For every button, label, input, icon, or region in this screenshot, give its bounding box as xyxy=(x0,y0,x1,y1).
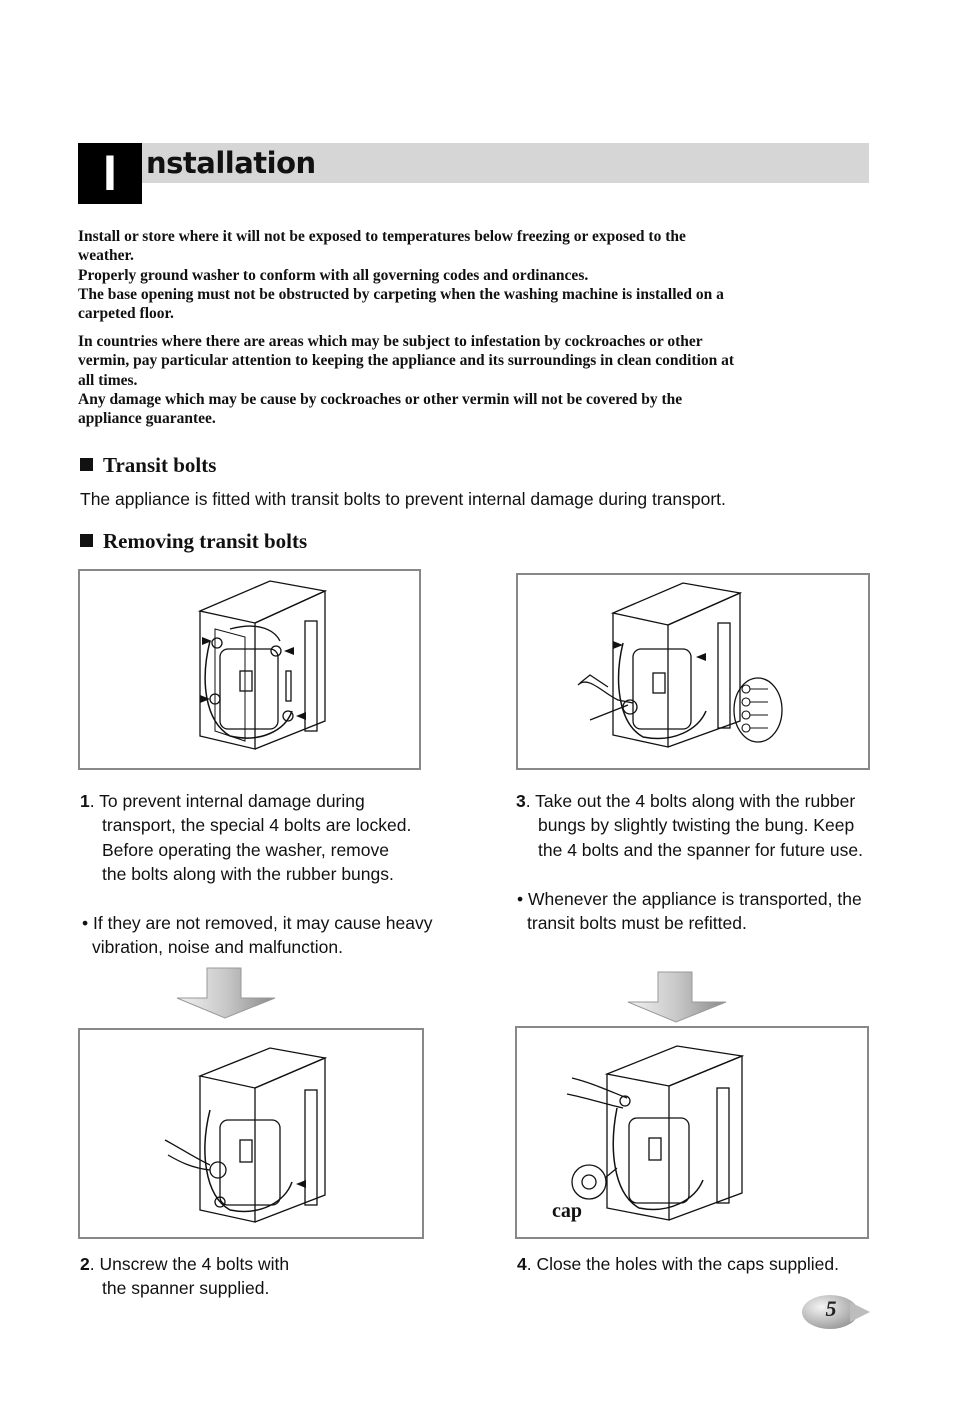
bullet-icon: • xyxy=(517,889,524,909)
step-number: 1 xyxy=(80,791,90,811)
intro-line: Install or store where it will not be exposed to temperatures below freezing or exposed to the xyxy=(78,228,686,245)
section-heading-text: Transit bolts xyxy=(103,453,217,477)
down-arrow-icon xyxy=(626,970,728,1024)
cap-label: cap xyxy=(552,1200,582,1222)
step-line: Take out the 4 bolts along with the rubber xyxy=(535,791,856,811)
step-line: To prevent internal damage during xyxy=(99,791,365,811)
bullet-icon: • xyxy=(82,913,89,933)
title-initial: I xyxy=(78,143,142,204)
step-1: 1. To prevent internal damage during transport, the special 4 bolts are locked. Before operating the washer, remove the bolts along with the rubber bungs. xyxy=(80,789,460,886)
intro-line: weather. xyxy=(78,247,134,265)
square-bullet-icon xyxy=(80,534,93,547)
illustration-step-4 xyxy=(515,1026,869,1239)
step-number: 3 xyxy=(516,791,526,811)
step-line: Close the holes with the caps supplied. xyxy=(536,1254,840,1274)
step-line: bungs by slightly twisting the bung. Keep xyxy=(538,815,855,836)
intro-line: In countries where there are areas which may be subject to infestation by cockroaches or other xyxy=(78,333,703,350)
note-line: If they are not removed, it may cause heavy xyxy=(93,913,433,933)
step-number: 2 xyxy=(80,1254,90,1274)
note-2 xyxy=(517,887,862,936)
intro-line: Any damage which may be cause by cockroaches or other vermin will not be covered by the xyxy=(78,390,683,408)
intro-line: Properly ground washer to conform with all governing codes and ordinances. xyxy=(78,266,589,284)
intro-line: appliance guarantee. xyxy=(78,410,216,428)
intro-line: all times. xyxy=(78,371,138,389)
note-line: Whenever the appliance is transported, the xyxy=(528,889,862,909)
step-line: the spanner supplied. xyxy=(102,1278,270,1299)
intro-paragraph-1 xyxy=(78,227,868,323)
down-arrow-icon xyxy=(175,966,277,1020)
washer-unscrew-icon xyxy=(80,1030,422,1237)
note-1 xyxy=(82,911,433,960)
step-4: 4. Close the holes with the caps supplied. xyxy=(517,1254,840,1274)
step-line: transport, the special 4 bolts are locked. xyxy=(102,815,412,836)
step-line: the 4 bolts and the spanner for future use. xyxy=(538,839,863,860)
intro-paragraph-2 xyxy=(78,332,868,428)
illustration-step-2 xyxy=(78,1028,424,1239)
intro-line: vermin, pay particular attention to keeping the appliance and its surroundings in clean condition at xyxy=(78,352,735,370)
washer-bolts-arrows-icon xyxy=(80,571,419,768)
step-line: Before operating the washer, remove xyxy=(102,839,389,860)
intro-line: The base opening must not be obstructed by carpeting when the washing machine is installed on a xyxy=(78,285,724,303)
square-bullet-icon xyxy=(80,458,93,471)
note-line: transit bolts must be refitted. xyxy=(527,913,747,934)
section-heading-transit-bolts xyxy=(80,452,216,478)
illustration-step-3 xyxy=(516,573,870,770)
intro-line: carpeted floor. xyxy=(78,305,174,323)
step-number: 4 xyxy=(517,1254,527,1274)
page-title: nstallation xyxy=(146,146,316,180)
step-line: Unscrew the 4 bolts with xyxy=(99,1254,290,1274)
section-heading-text: Removing transit bolts xyxy=(103,529,308,553)
note-line: vibration, noise and malfunction. xyxy=(92,937,343,958)
page-number: 5 xyxy=(825,1296,837,1321)
section-heading-removing xyxy=(80,528,307,554)
washer-remove-bolts-icon xyxy=(518,575,868,768)
transit-bolts-description: The appliance is fitted with transit bolts to prevent internal damage during transport. xyxy=(80,489,726,509)
step-line: the bolts along with the rubber bungs. xyxy=(102,863,394,884)
step-3: 3. Take out the 4 bolts along with the rubber bungs by slightly twisting the bung. Keep the 4 bolts and the spanner for future use. xyxy=(516,789,896,862)
illustration-step-1 xyxy=(78,569,421,770)
step-2: 2. Unscrew the 4 bolts with the spanner supplied. xyxy=(80,1252,460,1301)
